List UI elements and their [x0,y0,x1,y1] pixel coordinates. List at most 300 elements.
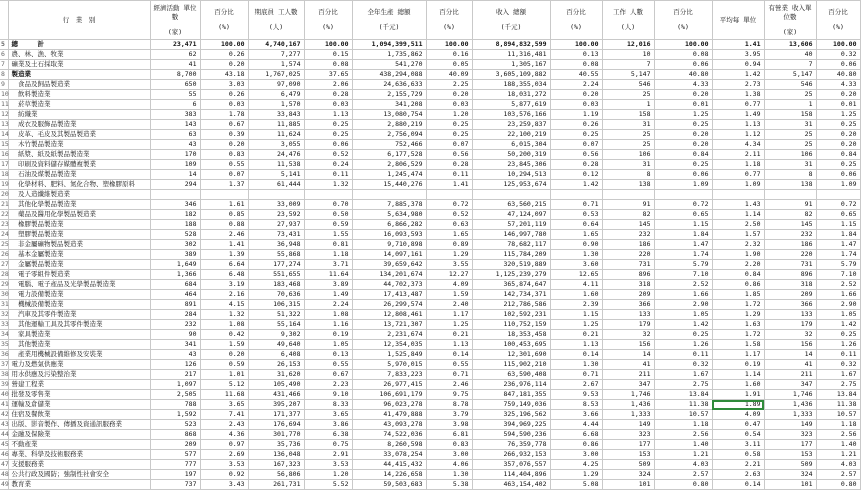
col-header-pct[interactable] [304,1,352,40]
value-cell[interactable]: 146,997,780 [472,230,550,240]
value-cell[interactable] [816,190,860,200]
row-number[interactable]: 43 [1,420,9,428]
value-cell[interactable]: 1,767,025 [248,70,304,80]
value-cell[interactable]: 22,100,219 [472,130,550,140]
value-cell[interactable]: 0.77 [712,100,764,110]
value-cell[interactable]: 6.48 [200,270,248,280]
value-cell[interactable]: 301,770 [248,430,304,440]
value-cell[interactable]: 8.78 [426,400,472,410]
value-cell[interactable]: 0.25 [550,130,602,140]
row-number[interactable]: 34 [1,330,9,338]
value-cell[interactable]: 156 [764,340,816,350]
value-cell[interactable]: 0.21 [550,330,602,340]
value-cell[interactable]: 40.80 [816,70,860,80]
value-cell[interactable]: 7,833,223 [352,370,426,380]
value-cell[interactable]: 1.65 [426,230,472,240]
value-cell[interactable]: 1.19 [550,110,602,120]
value-cell[interactable]: 220 [764,250,816,260]
value-cell[interactable]: 365,874,647 [472,280,550,290]
value-cell[interactable]: 100.00 [550,40,602,50]
value-cell[interactable]: 73,431 [248,230,304,240]
value-cell[interactable]: 136,048 [248,450,304,460]
industry-cell[interactable]: 礦業及土石採取業 [8,60,150,70]
value-cell[interactable]: 0.92 [200,470,248,480]
value-cell[interactable]: 110,752,159 [472,320,550,330]
value-cell[interactable]: 0.20 [816,130,860,140]
row-number[interactable]: 27 [1,260,9,268]
value-cell[interactable]: 0.75 [304,440,352,450]
row-number[interactable]: 40 [1,390,9,398]
col-header-pct[interactable] [426,1,472,40]
value-cell[interactable]: 212,786,586 [472,300,550,310]
value-cell[interactable]: 1.15 [816,220,860,230]
value-cell[interactable]: 463,154,402 [472,480,550,490]
value-cell[interactable]: 3.00 [426,450,472,460]
value-cell[interactable]: 684 [150,280,200,290]
value-cell[interactable]: 2.46 [200,230,248,240]
value-cell[interactable]: 91 [764,200,816,210]
value-cell[interactable]: 0.65 [816,210,860,220]
value-cell[interactable]: 0.08 [550,60,602,70]
industry-cell[interactable]: 批發及零售業 [8,390,150,400]
value-cell[interactable]: 341 [150,340,200,350]
industry-cell[interactable]: 紙漿、紙及紙製品製造業 [8,150,150,160]
value-cell[interactable]: 23,471 [150,40,200,50]
value-cell[interactable]: 14,226,658 [352,470,426,480]
value-cell[interactable]: 6.38 [304,430,352,440]
value-cell[interactable]: 1.08 [200,320,248,330]
value-cell[interactable]: 1.40 [816,440,860,450]
value-cell[interactable]: 266,932,153 [472,450,550,460]
value-cell[interactable]: 209 [764,290,816,300]
value-cell[interactable]: 0.88 [200,220,248,230]
value-cell[interactable]: 0.25 [426,130,472,140]
value-cell[interactable]: 63,560,215 [472,200,550,210]
value-cell[interactable]: 10,294,513 [472,170,550,180]
value-cell[interactable]: 5,877,619 [472,100,550,110]
value-cell[interactable]: 323 [764,430,816,440]
value-cell[interactable]: 100.00 [304,40,352,50]
row-number[interactable]: 29 [1,280,9,288]
industry-cell[interactable]: 成衣及服飾品製造業 [8,120,150,130]
value-cell[interactable]: 138 [602,180,654,190]
value-cell[interactable]: 1.30 [550,360,602,370]
value-cell[interactable]: 0.06 [654,170,712,180]
value-cell[interactable]: 2.90 [654,300,712,310]
col-header-pct[interactable] [654,1,712,40]
value-cell[interactable]: 18,353,458 [472,330,550,340]
value-cell[interactable]: 1,436 [602,400,654,410]
value-cell[interactable]: 232 [764,230,816,240]
industry-cell[interactable]: 石油及煤製品製造業 [8,170,150,180]
row-number[interactable]: 22 [1,210,9,218]
value-cell[interactable]: 11,538 [248,160,304,170]
value-cell[interactable]: 100.00 [816,40,860,50]
value-cell[interactable]: 0.06 [654,60,712,70]
value-cell[interactable]: 1,436 [764,400,816,410]
value-cell[interactable]: 0.06 [816,60,860,70]
value-cell[interactable]: 9.75 [426,390,472,400]
value-cell[interactable]: 8,700 [150,70,200,80]
value-cell[interactable]: 523 [150,420,200,430]
value-cell[interactable]: 13.84 [654,390,712,400]
value-cell[interactable]: 2.52 [654,280,712,290]
value-cell[interactable]: 0.53 [550,210,602,220]
value-cell[interactable]: 261,731 [248,480,304,490]
value-cell[interactable]: 464 [150,290,200,300]
value-cell[interactable]: 0.11 [304,170,352,180]
value-cell[interactable]: 0.14 [550,350,602,360]
value-cell[interactable]: 1.25 [816,110,860,120]
industry-cell[interactable]: 專業、科學及技術服務業 [8,450,150,460]
value-cell[interactable]: 143 [150,120,200,130]
row-number[interactable]: 37 [1,360,9,368]
value-cell[interactable]: 0.84 [654,150,712,160]
value-cell[interactable]: 40.80 [654,70,712,80]
value-cell[interactable]: 25 [602,90,654,100]
value-cell[interactable]: 2.57 [816,470,860,480]
value-cell[interactable]: 0.25 [304,130,352,140]
value-cell[interactable]: 43,093,278 [352,420,426,430]
value-cell[interactable]: 7.10 [816,270,860,280]
row-number[interactable]: 12 [1,110,9,118]
value-cell[interactable] [150,190,200,200]
value-cell[interactable]: 788 [150,400,200,410]
value-cell[interactable]: 1.85 [712,290,764,300]
row-number[interactable]: 32 [1,310,9,318]
value-cell[interactable]: 1.59 [426,290,472,300]
value-cell[interactable]: 0.20 [200,350,248,360]
value-cell[interactable]: 1.72 [712,330,764,340]
value-cell[interactable]: 7 [602,60,654,70]
value-cell[interactable] [248,190,304,200]
value-cell[interactable]: 41,479,888 [352,410,426,420]
col-header-pct[interactable] [550,1,602,40]
value-cell[interactable]: 395,207 [248,400,304,410]
value-cell[interactable]: 0.01 [816,100,860,110]
value-cell[interactable]: 0.20 [654,140,712,150]
value-cell[interactable]: 541,270 [352,60,426,70]
value-cell[interactable]: 1.65 [550,230,602,240]
value-cell[interactable] [472,190,550,200]
value-cell[interactable]: 59,503,683 [352,480,426,490]
col-header-revenue[interactable] [472,1,550,40]
value-cell[interactable]: 6 [150,100,200,110]
value-cell[interactable]: 100,453,695 [472,340,550,350]
value-cell[interactable]: 5.08 [550,480,602,490]
value-cell[interactable]: 55,868 [248,250,304,260]
value-cell[interactable]: 133 [602,310,654,320]
value-cell[interactable]: 100.00 [200,40,248,50]
row-number[interactable]: 31 [1,300,9,308]
value-cell[interactable]: 25 [764,90,816,100]
value-cell[interactable]: 40 [764,50,816,60]
value-cell[interactable]: 0.86 [550,440,602,450]
value-cell[interactable]: 0.25 [816,120,860,130]
value-cell[interactable]: 2.57 [654,470,712,480]
value-cell[interactable]: 366 [764,300,816,310]
value-cell[interactable]: 55,164 [248,320,304,330]
value-cell[interactable]: 1,094,399,511 [352,40,426,50]
value-cell[interactable]: 115,784,209 [472,250,550,260]
value-cell[interactable]: 0.32 [816,50,860,60]
row-number[interactable]: 7 [0,60,8,70]
row-number[interactable]: 6 [0,50,8,60]
value-cell[interactable]: 74,522,036 [352,430,426,440]
value-cell[interactable]: 0.16 [426,50,472,60]
value-cell[interactable] [602,190,654,200]
value-cell[interactable]: 4.25 [550,460,602,470]
value-cell[interactable]: 153 [764,450,816,460]
value-cell[interactable]: 0.70 [304,200,352,210]
value-cell[interactable]: 318 [602,280,654,290]
value-cell[interactable]: 0.15 [304,50,352,60]
value-cell[interactable]: 347 [764,380,816,390]
value-cell[interactable]: 2,231,674 [352,330,426,340]
value-cell[interactable]: 106,691,179 [352,390,426,400]
industry-cell[interactable]: 化學材料、肥料、氮化合物、塑橡膠原料 [8,180,150,190]
value-cell[interactable]: 1.13 [712,120,764,130]
value-cell[interactable]: 12,354,035 [352,340,426,350]
value-cell[interactable]: 546 [764,80,816,90]
value-cell[interactable]: 32 [602,330,654,340]
industry-cell[interactable]: 飲料製造業 [8,90,150,100]
value-cell[interactable]: 1,570 [248,100,304,110]
value-cell[interactable]: 1.25 [550,320,602,330]
value-cell[interactable]: 37.65 [304,70,352,80]
industry-cell[interactable]: 金融及保險業 [8,430,150,440]
value-cell[interactable]: 76,359,778 [472,440,550,450]
value-cell[interactable]: 40.09 [426,70,472,80]
value-cell[interactable]: 0.32 [816,360,860,370]
value-cell[interactable]: 0.71 [550,370,602,380]
value-cell[interactable]: 13,721,307 [352,320,426,330]
value-cell[interactable]: 1.21 [654,450,712,460]
value-cell[interactable]: 1.78 [200,110,248,120]
value-cell[interactable]: 2.52 [816,280,860,290]
row-number[interactable]: 38 [1,370,9,378]
value-cell[interactable]: 2.46 [426,380,472,390]
value-cell[interactable]: 389 [150,250,200,260]
value-cell[interactable]: 0.59 [304,220,352,230]
row-number[interactable]: 18 [1,170,9,178]
value-cell[interactable] [654,190,712,200]
value-cell[interactable]: 1.84 [654,230,712,240]
value-cell[interactable]: 8.33 [304,400,352,410]
value-cell[interactable]: 2.20 [712,260,764,270]
value-cell[interactable]: 509 [764,460,816,470]
value-cell[interactable]: 1.37 [200,180,248,190]
value-cell[interactable]: 1.74 [816,250,860,260]
value-cell[interactable]: 3.71 [304,260,352,270]
value-cell[interactable]: 0.26 [550,120,602,130]
value-cell[interactable]: 1,592 [150,410,200,420]
value-cell[interactable]: 0.19 [712,360,764,370]
value-cell[interactable]: 1.09 [654,180,712,190]
value-cell[interactable]: 0.89 [426,240,472,250]
value-cell[interactable]: 39,659,642 [352,260,426,270]
value-cell[interactable]: 896 [602,270,654,280]
value-cell[interactable]: 82 [764,210,816,220]
value-cell[interactable]: 41 [602,360,654,370]
value-cell[interactable]: 232 [150,320,200,330]
value-cell[interactable]: 2.25 [426,80,472,90]
value-cell[interactable]: 32 [764,330,816,340]
value-cell[interactable]: 294 [150,180,200,190]
value-cell[interactable]: 1.67 [654,370,712,380]
value-cell[interactable]: 7 [764,60,816,70]
value-cell[interactable]: 1.05 [816,310,860,320]
row-number[interactable]: 10 [1,90,9,98]
value-cell[interactable]: 0.90 [550,240,602,250]
value-cell[interactable]: 24,476 [248,150,304,160]
value-cell[interactable]: 847,181,355 [472,390,550,400]
value-cell[interactable]: 1.90 [712,250,764,260]
value-cell[interactable]: 752,466 [352,140,426,150]
value-cell[interactable]: 650 [150,80,200,90]
value-cell[interactable]: 0.25 [654,330,712,340]
value-cell[interactable]: 0.94 [712,60,764,70]
value-cell[interactable]: 0.08 [654,50,712,60]
value-cell[interactable]: 0.13 [304,350,352,360]
value-cell[interactable]: 1.12 [712,130,764,140]
value-cell[interactable]: 1.08 [304,310,352,320]
value-cell[interactable]: 0.83 [426,440,472,450]
value-cell[interactable]: 347 [602,380,654,390]
value-cell[interactable]: 2.75 [816,380,860,390]
row-number[interactable]: 35 [1,340,9,348]
value-cell[interactable]: 1.67 [816,370,860,380]
value-cell[interactable]: 156 [602,340,654,350]
value-cell[interactable]: 0.72 [654,200,712,210]
col-header-industry[interactable] [8,1,150,40]
value-cell[interactable]: 302 [150,240,200,250]
value-cell[interactable]: 0.80 [816,480,860,490]
value-cell[interactable]: 236,976,114 [472,380,550,390]
value-cell[interactable]: 26,153 [248,360,304,370]
row-number[interactable]: 36 [1,350,9,358]
value-cell[interactable]: 149 [602,420,654,430]
value-cell[interactable]: 2.91 [304,450,352,460]
value-cell[interactable]: 0.07 [426,140,472,150]
industry-cell[interactable]: 其他製造業 [8,340,150,350]
value-cell[interactable]: 1.47 [816,240,860,250]
row-number[interactable]: 46 [1,450,9,458]
industry-cell[interactable]: 木竹製品製造業 [8,140,150,150]
value-cell[interactable]: 6,866,282 [352,220,426,230]
value-cell[interactable]: 0.05 [426,60,472,70]
value-cell[interactable]: 1.63 [712,320,764,330]
value-cell[interactable]: 5,970,015 [352,360,426,370]
value-cell[interactable]: 24,636,633 [352,80,426,90]
value-cell[interactable]: 4.34 [712,140,764,150]
value-cell[interactable]: 1.25 [654,110,712,120]
value-cell[interactable]: 1.29 [712,310,764,320]
industry-cell[interactable]: 紡織業 [8,110,150,120]
value-cell[interactable]: 0.39 [200,130,248,140]
value-cell[interactable]: 106 [602,150,654,160]
industry-cell[interactable]: 住宿及餐飲業 [8,410,150,420]
value-cell[interactable]: 0.63 [426,220,472,230]
value-cell[interactable]: 0.58 [712,450,764,460]
value-cell[interactable]: 324 [602,470,654,480]
value-cell[interactable]: 4.33 [816,80,860,90]
value-cell[interactable]: 1.38 [712,90,764,100]
row-number[interactable]: 45 [1,440,9,448]
value-cell[interactable]: 346 [150,200,200,210]
value-cell[interactable]: 7.10 [654,270,712,280]
value-cell[interactable]: 41 [764,360,816,370]
value-cell[interactable]: 1,574 [248,60,304,70]
value-cell[interactable]: 91 [602,200,654,210]
value-cell[interactable]: 211 [602,370,654,380]
value-cell[interactable]: 63 [150,130,200,140]
value-cell[interactable]: 1.30 [426,470,472,480]
value-cell[interactable]: 1.47 [654,240,712,250]
row-number[interactable]: 39 [1,380,9,388]
value-cell[interactable]: 171,377 [248,410,304,420]
value-cell[interactable]: 3.53 [200,460,248,470]
value-cell[interactable]: 12.65 [550,270,602,280]
value-cell[interactable]: 31 [764,120,816,130]
col-header-pct[interactable] [200,1,248,40]
value-cell[interactable]: 55 [150,90,200,100]
value-cell[interactable]: 1.18 [816,420,860,430]
industry-cell[interactable]: 電腦、電子產品及光學製品製造業 [8,280,150,290]
value-cell[interactable]: 78,682,117 [472,240,550,250]
row-number[interactable]: 24 [1,230,9,238]
value-cell[interactable]: 0.71 [550,200,602,210]
value-cell[interactable]: 731 [602,260,654,270]
value-cell[interactable]: 23,845,306 [472,160,550,170]
row-number[interactable]: 49 [1,480,9,488]
value-cell[interactable]: 0.65 [654,210,712,220]
value-cell[interactable]: 1 [764,100,816,110]
industry-cell[interactable]: 電子零組件製造業 [8,270,150,280]
value-cell[interactable]: 3.66 [550,410,602,420]
value-cell[interactable]: 0.56 [550,150,602,160]
value-cell[interactable]: 3.53 [304,460,352,470]
value-cell[interactable]: 186 [764,240,816,250]
row-number[interactable]: 42 [1,410,9,418]
value-cell[interactable]: 2.40 [426,300,472,310]
value-cell[interactable]: 3.43 [200,480,248,490]
value-cell[interactable]: 0.52 [304,150,352,160]
value-cell[interactable]: 1.66 [816,290,860,300]
value-cell[interactable]: 2.75 [654,380,712,390]
value-cell[interactable]: 431,466 [248,390,304,400]
value-cell[interactable]: 183,468 [248,280,304,290]
value-cell[interactable]: 106,315 [248,300,304,310]
value-cell[interactable]: 759,149,036 [472,400,550,410]
row-number[interactable]: 8 [0,70,8,80]
value-cell[interactable]: 9,710,898 [352,240,426,250]
value-cell[interactable]: 0.47 [712,420,764,430]
value-cell[interactable]: 1.84 [816,230,860,240]
value-cell[interactable]: 23,259,837 [472,120,550,130]
value-cell[interactable]: 1.91 [712,390,764,400]
value-cell[interactable]: 26,977,415 [352,380,426,390]
industry-cell[interactable]: 出版、影音製作、傳播及資通訊服務業 [8,420,150,430]
value-cell[interactable]: 1.89 [712,400,764,410]
value-cell[interactable]: 158 [602,110,654,120]
value-cell[interactable]: 1.30 [550,250,602,260]
value-cell[interactable]: 1.41 [712,40,764,50]
value-cell[interactable]: 1.01 [200,370,248,380]
col-header-pct[interactable] [816,1,860,40]
value-cell[interactable]: 153 [602,450,654,460]
value-cell[interactable]: 1.15 [654,220,712,230]
